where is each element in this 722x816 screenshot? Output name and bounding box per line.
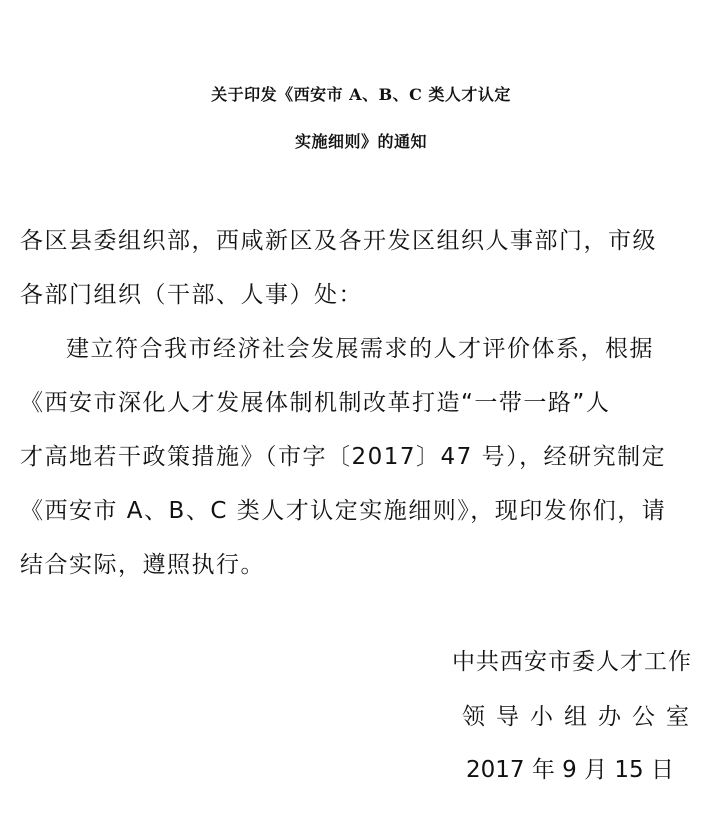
body-line-paragraph-2: 《西安市深化人才发展体制机制改革打造“一带一路”人 <box>20 390 611 416</box>
signature-date: 2017 年 9 月 15 日 <box>466 757 674 783</box>
signature-org-line-2: 领导小组办公室 <box>462 704 700 730</box>
signature-org-line-1: 中共西安市委人才工作 <box>452 649 692 675</box>
document-title-line-1: 关于印发《西安市 A、B、C 类人才认定 <box>211 85 511 104</box>
body-line-paragraph-1: 建立符合我市经济社会发展需求的人才评价体系，根据 <box>66 336 654 362</box>
body-line-paragraph-4: 《西安市 A、B、C 类人才认定实施细则》，现印发你们，请 <box>20 498 667 524</box>
body-line-addressee-1: 各区县委组织部，西咸新区及各开发区组织人事部门，市级 <box>20 228 657 254</box>
body-line-paragraph-3: 才高地若干政策措施》（市字〔2017〕47 号），经研究制定 <box>20 444 667 470</box>
document-title-line-2: 实施细则》的通知 <box>294 132 427 151</box>
body-line-addressee-2: 各部门组织（干部、人事）处： <box>20 282 363 308</box>
document-body <box>20 214 710 592</box>
body-line-paragraph-5: 结合实际，遵照执行。 <box>20 552 265 578</box>
